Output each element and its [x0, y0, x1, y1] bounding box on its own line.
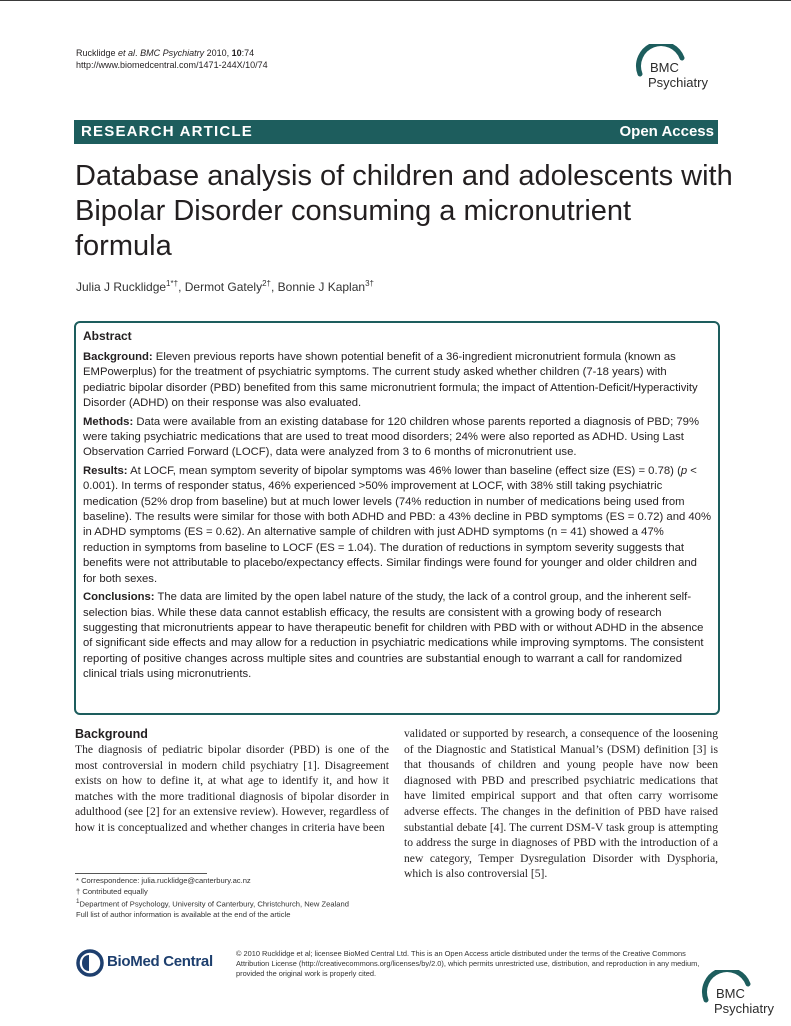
body-paragraph: The diagnosis of pediatric bipolar disorder (PBD) is one of the most controversial in modern child psychiatry [1]. Disagreement exists on how to define it, at what age to identify it, and how it matches with the more traditional diagnosis of bipolar disorder in adulthood (see [2] for an extensive review). However, regardless of how it is conceptualized and whether changes in criteria have been: [75, 743, 389, 834]
author-affiliation-mark: 1*†: [166, 279, 179, 288]
logo-journal-text: Psychiatry: [714, 1001, 774, 1016]
abstract-results: Results: At LOCF, mean symptom severity of bipolar symptoms was 46% lower than baseline (effect size (ES) = 0.78) (p < 0.001). In terms of responder status, 46% experienced >50% improvement at LOCF, with 38% still taking psychiatric medication (52% drop from baseline) but at much lower levels (74% reduction in number of medications being used from baseline). The results were similar for those with both ADHD and PBD: a 43% decline in PBD symptoms (ES = 0.72) and 40% in ADHD symptoms (ES = 0.62). An alternative sample of children with just ADHD symptoms (n = 41) showed a 47% reduction in symptoms from baseline to LOCF (ES = 1.04). The duration of reductions in symptom severity suggests that benefits were not attributable to placebo/expectancy effects. Similar findings were found for younger and older children and for both sexes.: [83, 464, 712, 585]
bmc-psychiatry-logo-footer: [700, 970, 786, 1026]
body-paragraph: validated or supported by research, a consequence of the loosening of the Diagnostic and Statistical Manual’s (DSM) definition [3] is that thousands of children and young people have now been diagnosed with PBD and prescribed psychiatric medications that have limited empirical support and that often carry worrisome adverse effects. The changes in the definition of PBD have raised substantial debate [4]. The current DSM-V task group is attempting to address the surge in diagnoses of PBD with the introduction of a new category, Temper Dysregulation Disorder with Dysphoria, which is also controversial [5].: [404, 727, 718, 881]
author-name: Julia J Rucklidge: [76, 280, 167, 294]
article-type-label: RESEARCH ARTICLE: [81, 123, 253, 140]
license-text: © 2010 Rucklidge et al; licensee BioMed Central Ltd. This is an Open Access article distributed under the terms of the Creative Commons Attribution License (http://creativecommons.org/licenses/by/2.0), which permits unrestricted use, distribution, and reproduction in any medium, provided the original work is properly cited.: [236, 949, 700, 978]
open-access-label: Open Access: [619, 123, 714, 140]
abstract-background: Background: Eleven previous reports have shown potential benefit of a 36-ingredient micronutrient formula (known as EMPowerplus) for the treatment of psychiatric symptoms. The current study asked whether children (7-18 years) with pediatric bipolar disorder (PBD) benefited from this same micronutrient formula; the impact of Attention-Deficit/Hyperactivity Disorder (ADHD) on their response was also evaluated.: [83, 351, 698, 410]
author-affiliation-mark: 2†: [262, 279, 271, 288]
section-heading-background: Background: [75, 727, 148, 741]
abstract-methods: Methods: Data were available from an existing database for 120 children whose parents reported a diagnosis of PBD; 79% were taking psychiatric medications that are used to treat mood disorders; 24% were also reported as ADHD. Using Last Observation Carried Forward (LOCF), data were analyzed from 3 to 6 months of micronutrient use.: [83, 415, 700, 459]
logo-bmc-text: BMC: [716, 986, 745, 1001]
contributed-note: † Contributed equally: [76, 886, 148, 896]
biomed-central-text: BioMed Central: [107, 953, 213, 970]
author-affiliation-mark: 3†: [365, 279, 374, 288]
article-url[interactable]: http://www.biomedcentral.com/1471-244X/10/74: [76, 60, 268, 70]
correspondence-note: * Correspondence: julia.rucklidge@canterbury.ac.nz: [76, 876, 251, 885]
affiliation-note: $^1$Department of Psychology, University of Canterbury, Christchurch, New Zealand: [76, 898, 349, 909]
top-rule: [0, 0, 791, 1]
author-list: Julia J Rucklidge$^{1*\dagger}$, Dermot Gately$^{2\dagger}$, Bonnie J Kaplan$^{3\dagger}$: [76, 279, 374, 294]
logo-bmc-text: BMC: [650, 60, 679, 75]
article-title: Database analysis of children and adolescents with Bipolar Disorder consuming a micronutrient formula: [75, 160, 733, 262]
author-name: Dermot Gately: [184, 280, 263, 294]
author-name: Bonnie J Kaplan: [277, 280, 366, 294]
bmc-psychiatry-logo: [634, 44, 720, 100]
body-column-left: [75, 726, 389, 836]
citation-header: [76, 47, 268, 71]
author-info-note: Full list of author information is available at the end of the article: [76, 910, 291, 920]
biomed-central-logo: [76, 949, 226, 979]
abstract-heading: Abstract: [83, 329, 132, 343]
body-column-right: [404, 726, 718, 882]
logo-journal-text: Psychiatry: [648, 75, 708, 90]
citation-line: Rucklidge et al. BMC Psychiatry 2010, 10:74: [76, 48, 255, 58]
abstract-box: [74, 321, 720, 715]
footnotes: [76, 876, 386, 921]
biomed-central-mark-icon: [76, 949, 104, 977]
footnote-divider: [75, 873, 207, 874]
article-type-banner: [74, 120, 718, 144]
abstract-conclusions: Conclusions: The data are limited by the open label nature of the study, the lack of a control group, and the inherent self-selection bias. While these data cannot establish efficacy, the results are consistent with a growing body of research suggesting that micronutrients appear to have therapeutic benefit for children with PBD with or without ADHD in the absence of significant side effects and may allow for a reduction in psychiatric medications while improving symptoms. The consistent reporting of positive changes across multiple sites and countries are substantial enough to warrant a call for randomized clinical trials using micronutrients.: [83, 591, 704, 681]
